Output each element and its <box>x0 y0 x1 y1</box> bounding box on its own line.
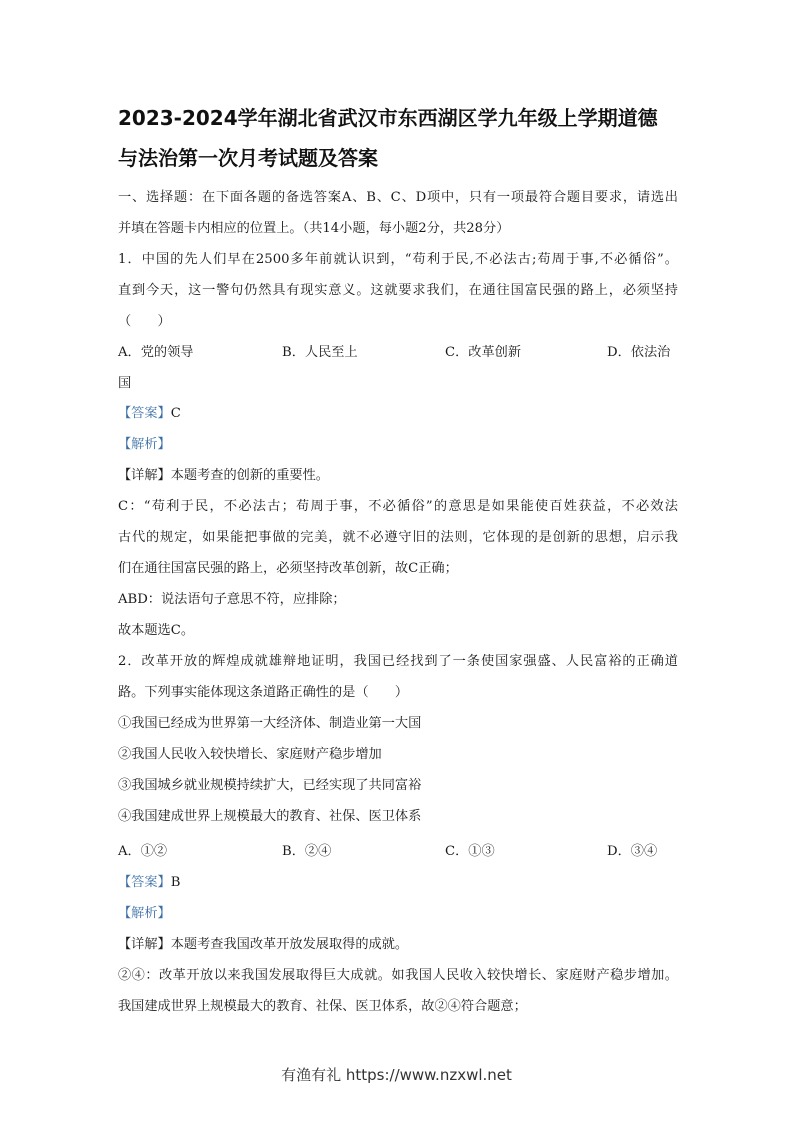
q1-answer-tag: 【答案】 <box>118 406 171 421</box>
q1-answer-value: C <box>170 406 181 421</box>
q1-analysis-tag <box>118 436 678 454</box>
q2-detail-tag: 【详解】 <box>118 937 171 952</box>
q1-detail-tag: 【详解】 <box>118 468 171 483</box>
q1-explanation-line-4: ABD：说法语句子意思不符，应排除； <box>118 592 346 607</box>
section-instruction-line-2: 并填在答题卡内相应的位置上。（共14小题，每小题2分，共28分） <box>118 221 510 236</box>
page-title-line-2: 与法治第一次月考试题及答案 <box>118 146 378 170</box>
q2-answer <box>118 874 678 892</box>
q2-option-b: B．②④ <box>282 844 332 859</box>
q1-option-a: A．党的领导 <box>118 345 194 360</box>
q2-option-c: C．①③ <box>445 844 495 859</box>
q2-answer-tag: 【答案】 <box>118 875 171 890</box>
q2-option-a: A．①② <box>118 844 168 859</box>
q2-analysis-tag <box>118 905 678 923</box>
q1-explanation-line-1: C：“苟利于民，不必法古；苟周于事，不必循俗”的意思是如果能使百姓获益，不必效法 <box>118 499 678 514</box>
q2-explanation-line-2: 我国建成世界上规模最大的教育、社保、医卫体系，故②④符合题意； <box>118 999 527 1014</box>
q1-stem-line-1: 1．中国的先人们早在2500多年前就认识到，“苟利于民,不必法古;苟周于事,不必循俗”。 <box>118 252 678 267</box>
q1-stem-line-3: （ ） <box>118 314 171 329</box>
q1-detail <box>118 467 678 485</box>
q2-detail <box>118 936 678 954</box>
q1-explanation-line-2: 古代的规定，如果能把事做的完美，就不必遵守旧的法则，它体现的是创新的思想，启示我 <box>118 530 678 545</box>
q1-option-d-wrap: 国 <box>118 376 132 391</box>
q2-item-4: ④我国建成世界上规模最大的教育、社保、医卫体系 <box>118 809 422 824</box>
q1-detail-text: 本题考查的创新的重要性。 <box>170 468 329 483</box>
q2-detail-text: 本题考查我国改革开放发展取得的成就。 <box>170 937 409 952</box>
q1-conclusion: 故本题选C。 <box>118 623 195 638</box>
q1-option-b: B．人民至上 <box>282 345 358 360</box>
q1-option-d: D．依法治 <box>607 345 671 360</box>
q2-stem-line-2: 路。下列事实能体现这条道路正确性的是（ ） <box>118 685 409 700</box>
page-footer-watermark: 有渔有礼 https://www.nzxwl.net <box>281 1066 512 1084</box>
q2-option-d: D．③④ <box>607 844 658 859</box>
q2-options <box>118 843 678 861</box>
q2-item-2: ②我国人民收入较快增长、家庭财产稳步增加 <box>118 747 382 762</box>
q2-explanation-line-1: ②④：改革开放以来我国发展取得巨大成就。如我国人民收入较快增长、家庭财产稳步增加。 <box>118 968 678 983</box>
q2-item-3: ③我国城乡就业规模持续扩大，已经实现了共同富裕 <box>118 778 422 793</box>
section-instruction-line-1: 一、选择题：在下面各题的备选答案A、B、C、D项中，只有一项最符合题目要求，请选出 <box>118 190 678 205</box>
q1-explanation-line-3: 们在通往国富民强的路上，必须坚持改革创新，故C正确； <box>118 561 458 576</box>
q2-stem-line-1: 2．改革开放的辉煌成就雄辩地证明，我国已经找到了一条使国家强盛、人民富裕的正确道 <box>118 654 678 669</box>
q1-options <box>118 344 678 362</box>
q2-answer-value: B <box>170 875 181 890</box>
q1-stem-line-2: 直到今天，这一警句仍然具有现实意义。这就要求我们，在通往国富民强的路上，必须坚持 <box>118 283 678 298</box>
page-title-line-1: 2023-2024学年湖北省武汉市东西湖区学九年级上学期道德 <box>118 106 658 130</box>
q2-analysis-label: 【解析】 <box>118 906 171 921</box>
q1-analysis-label: 【解析】 <box>118 437 171 452</box>
q1-option-c: C．改革创新 <box>445 345 522 360</box>
q2-item-1: ①我国已经成为世界第一大经济体、制造业第一大国 <box>118 716 422 731</box>
q1-answer <box>118 405 678 423</box>
